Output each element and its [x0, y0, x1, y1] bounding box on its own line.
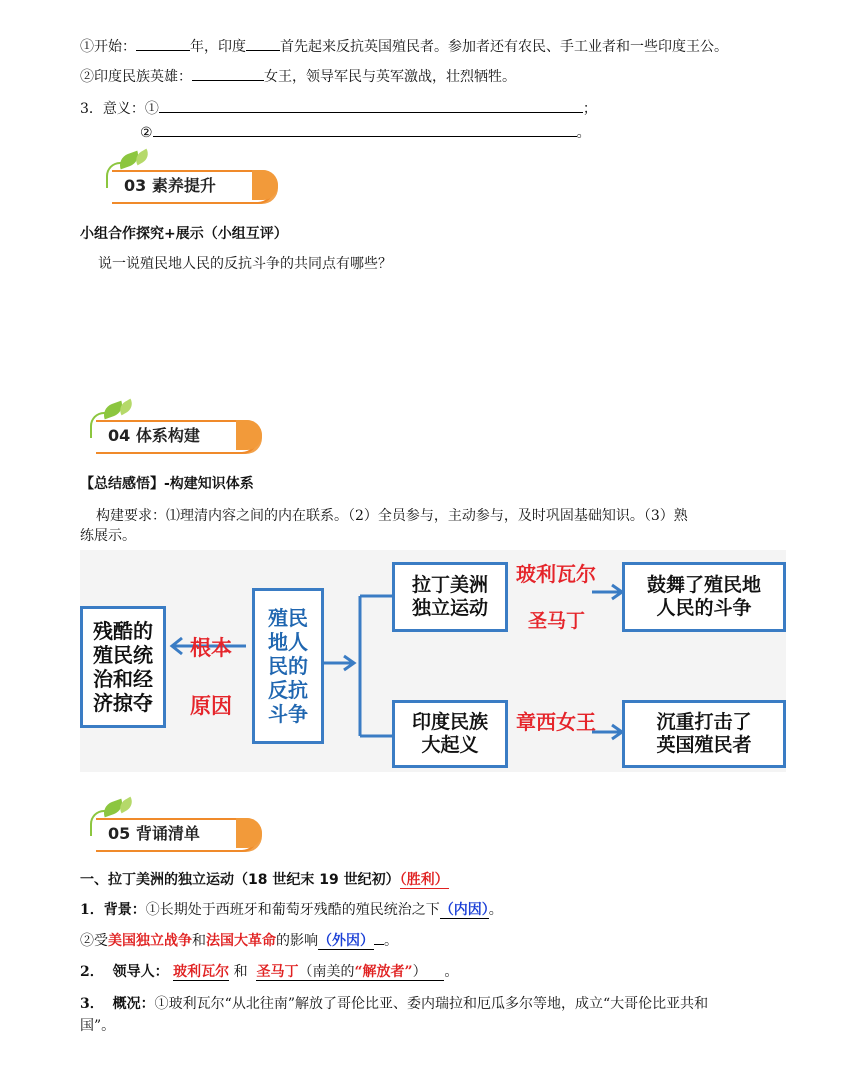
label-root: 根本	[190, 636, 232, 660]
box-indian-uprising: 印度民族 大起义	[392, 700, 508, 768]
section-header-05: 05 背诵清单	[74, 798, 264, 850]
recite-leaders: 2． 领导人： 玻利瓦尔 和 圣马丁（南美的“解放者”） 。	[80, 964, 459, 980]
recite-external: ②受美国独立战争和法国大革命的影响（外因） 。	[80, 930, 398, 951]
line-significance-1: 3．意义：① ；	[80, 98, 597, 119]
summary-req-line1: 构建要求：⑴理清内容之间的内在联系。（2）全员参与，主动参与，及时巩固基础知识。（3）熟	[96, 508, 688, 524]
box-latin-america: 拉丁美洲 独立运动	[392, 562, 508, 632]
recite-overview: 3． 概况：①玻利瓦尔“从北往南”解放了哥伦比亚、委内瑞拉和厄瓜多尔等地，成立“大哥伦比亚共和	[80, 996, 709, 1012]
line-start: ①开始： 年，印度 首先起来反抗英国殖民者。参加者还有农民、手工业者和一些印度王公。	[80, 36, 728, 57]
label-rani: 章西女王	[516, 710, 596, 734]
blank-year[interactable]	[136, 36, 190, 51]
arrow-right-icon	[592, 722, 626, 742]
blank-group[interactable]	[246, 36, 280, 51]
branch-connector	[322, 590, 402, 750]
summary-title: 【总结感悟】-构建知识体系	[80, 476, 254, 492]
section-header-04: 04 体系构建	[74, 400, 264, 452]
summary-req-line2: 练展示。	[80, 528, 136, 544]
blank-significance-1[interactable]	[159, 98, 583, 113]
line-significance-2: ② 。	[140, 122, 591, 143]
blank-queen[interactable]	[192, 66, 264, 81]
box-root-cause: 残酷的 殖民统 治和经 济掠夺	[80, 606, 166, 728]
group-title: 小组合作探究+展示（小组互评）	[80, 226, 288, 242]
recite-heading-1: 一、拉丁美洲的独立运动（18 世纪末 19 世纪初）（胜利）	[80, 872, 449, 888]
knowledge-diagram	[80, 550, 786, 772]
recite-overview-cont: 国”。	[80, 1018, 116, 1034]
box-resistance: 殖民 地人 民的 反抗 斗争	[252, 588, 324, 744]
label-cause: 原因	[190, 694, 232, 718]
group-question: 说一说殖民地人民的反抗斗争的共同点有哪些？	[98, 256, 392, 272]
blank-significance-2[interactable]	[153, 122, 577, 137]
box-hit-colonists: 沉重打击了 英国殖民者	[622, 700, 786, 768]
arrow-right-icon	[592, 582, 626, 602]
line-hero: ②印度民族英雄： 女王，领导军民与英军激战，壮烈牺牲。	[80, 66, 516, 87]
recite-background: 1．背景：①长期处于西班牙和葡萄牙残酷的殖民统治之下（内因）。	[80, 902, 503, 918]
label-san-martin: 圣马丁	[528, 610, 586, 632]
section-header-03: 03 素养提升	[90, 150, 280, 202]
label-bolivar: 玻利瓦尔	[516, 562, 596, 586]
box-inspired-struggle: 鼓舞了殖民地 人民的斗争	[622, 562, 786, 632]
